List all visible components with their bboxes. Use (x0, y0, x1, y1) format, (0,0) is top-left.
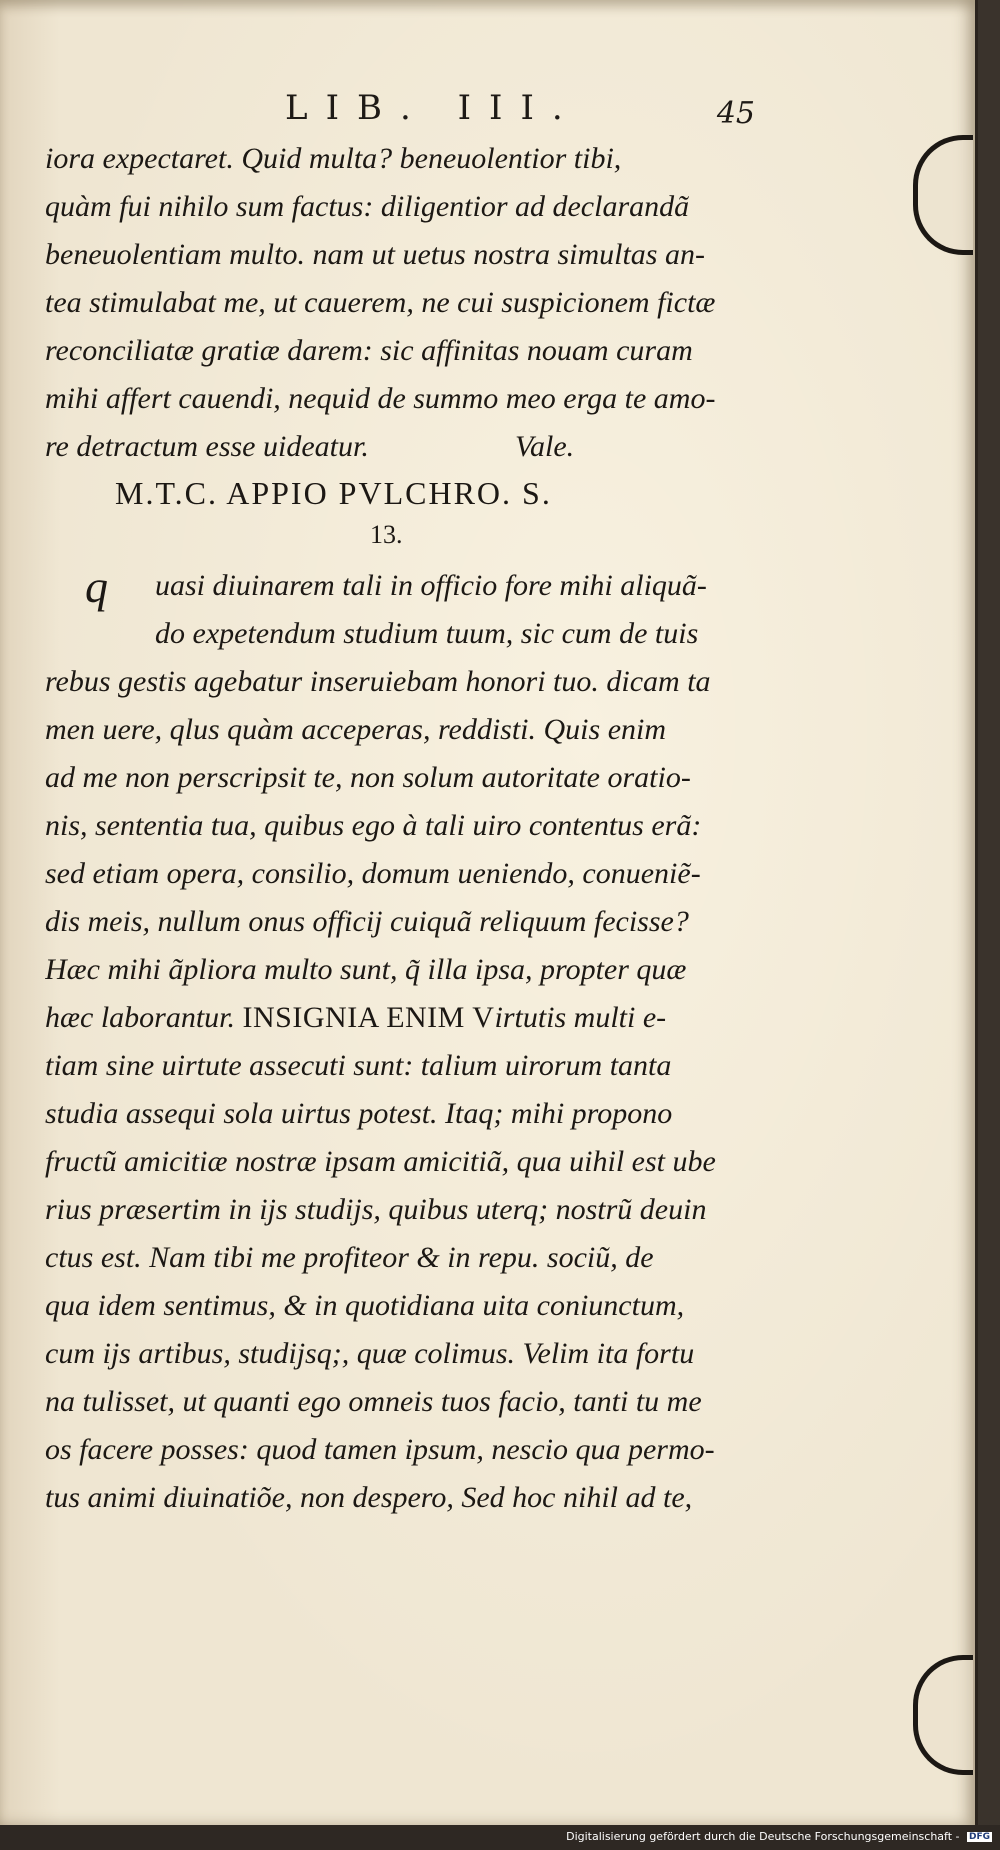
passage-previous-letter (45, 135, 765, 471)
text-line-with-caps (45, 994, 765, 1042)
text-line: rius præsertim in ijs studijs, quibus uterq; nostrũ deuin (45, 1193, 707, 1226)
letter-body (45, 562, 765, 1522)
text-line: sed etiam opera, consilio, domum ueniendo, conueniẽ- (45, 857, 701, 890)
text-line: do expetendum studium tuum, sic cum de tuis (155, 617, 699, 650)
text-line: men uere, qlus quàm acceperas, reddisti. Quis enim (45, 713, 667, 746)
binding-clip-top (913, 135, 973, 255)
text-line: tea stimulabat me, ut cauerem, ne cui suspicionem fictæ (45, 286, 716, 319)
text-line: Hæc mihi ãpliora multo sunt, q̃ illa ipsa, propter quæ (45, 953, 687, 986)
text-line: nis, sententia tua, quibus ego à tali uiro contentus erã: (45, 809, 702, 842)
text-line: ad me non perscripsit te, non solum autoritate oratio- (45, 761, 691, 794)
text-line: os facere posses: quod tamen ipsum, nescio qua permo- (45, 1433, 715, 1466)
text-line: tiam sine uirtute assecuti sunt: talium uirorum tanta (45, 1049, 672, 1082)
text-line: mihi affert cauendi, nequid de summo meo erga te amo- (45, 382, 716, 415)
text-line: studia assequi sola uirtus potest. Itaq; mihi propono (45, 1097, 673, 1130)
text-line: hæc laborantur. (45, 1001, 236, 1034)
text-line: reconciliatæ gratiæ darem: sic affinitas nouam curam (45, 334, 693, 367)
page-number: 45 (716, 96, 755, 131)
text-line: beneuolentiam multo. nam ut uetus nostra simultas an- (45, 238, 705, 271)
text-line: re detractum esse uideatur. (45, 430, 369, 463)
text-line: uasi diuinarem tali in officio fore mihi aliquã- (155, 569, 707, 602)
dfg-logo: DFG (968, 1832, 990, 1842)
text-line: iora expectaret. Quid multa? beneuolentior tibi, (45, 142, 622, 175)
text-line: quàm fui nihilo sum factus: diligentior ad declarandã (45, 190, 690, 223)
text-line: fructũ amicitiæ nostræ ipsam amicitiã, qua uihil est ube (45, 1145, 716, 1178)
text-line-continuation: irtutis multi e- (494, 1001, 667, 1034)
text-line: rebus gestis agebatur inseruiebam honori tuo. dicam ta (45, 665, 711, 698)
digitization-credit (566, 1830, 992, 1843)
text-line: dis meis, nullum onus officij cuiquã reliquum fecisse? (45, 905, 689, 938)
page-header (285, 88, 755, 134)
text-line: qua idem sentimus, & in quotidiana uita coniunctum, (45, 1289, 685, 1322)
capitals-run: INSIGNIA ENIM V (242, 1001, 495, 1034)
letter-title: M.T.C. APPIO PVLCHRO. S. (115, 475, 552, 511)
credit-text: Digitalisierung gefördert durch die Deutsche Forschungsgemeinschaft - (566, 1830, 960, 1843)
text-line: cum ijs artibus, studijsq;, quæ colimus. Velim ita fortu (45, 1337, 695, 1370)
footer-bar (0, 1825, 1000, 1850)
text-line-closing (45, 423, 765, 471)
binding-clip-bottom (913, 1655, 973, 1775)
initial-letter: q (85, 561, 108, 612)
text-line: ctus est. Nam tibi me profiteor & in repu. sociũ, de (45, 1241, 654, 1274)
running-head: LIB. III. (285, 88, 581, 128)
letter-number: 13. (370, 520, 403, 549)
text-line: na tulisset, ut quanti ego omneis tuos facio, tanti tu me (45, 1385, 702, 1418)
text-line: tus animi diuinatiõe, non despero, Sed hoc nihil ad te, (45, 1481, 693, 1514)
closing-vale: Vale. (515, 430, 575, 463)
